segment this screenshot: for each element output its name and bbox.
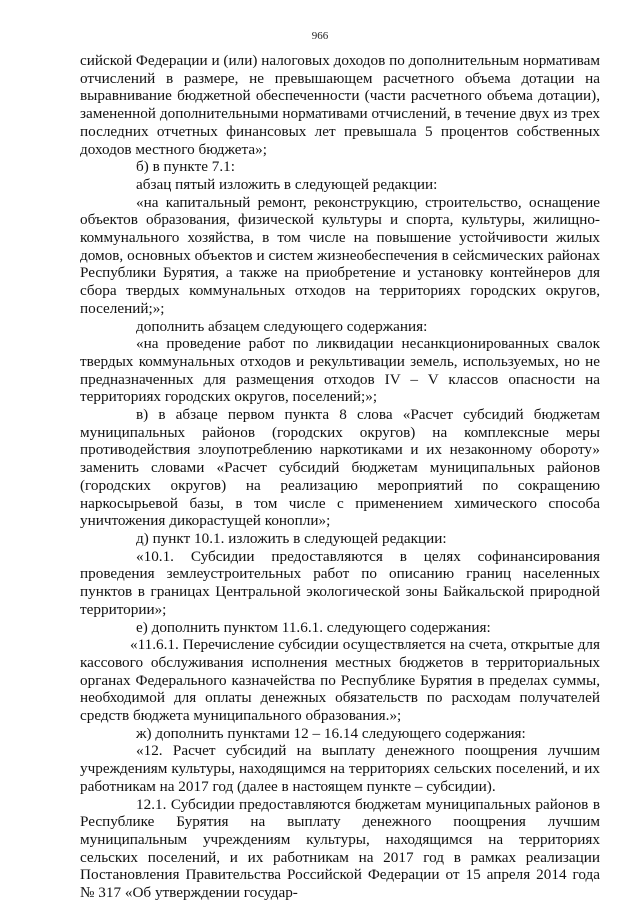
- paragraph: абзац пятый изложить в следующей редакции:: [136, 175, 438, 193]
- paragraph: е) дополнить пунктом 11.6.1. следующего содержания:: [136, 618, 491, 636]
- paragraph: сийской Федерации и (или) налоговых доходов по дополнительным нормативам отчислений в размере, не превышающем расчетного объема дотации на выравнивание бюджетной обеспеченности (части расчетного объема дотации), замененной дополнительными нормативами отчислений, в течение двух из трех последних отчетных финансовых лет превышала 5 процентов собственных доходов местного бюджета»;: [80, 52, 600, 158]
- paragraph: «на капитальный ремонт, реконструкцию, строительство, оснащение объектов образования, физической культуры и спорта, культуры, жилищно-коммунального хозяйства, в том числе на повышение устойчивости жилых домов, основных объектов и систем жизнеобеспечения в сейсмических районах Республики Бурятия, а также на приобретение и установку контейнеров для сбора твердых коммунальных отходов на территориях городских округов, поселений;»;: [80, 193, 600, 317]
- paragraph: дополнить абзацем следующего содержания:: [136, 317, 428, 335]
- body-text: [80, 52, 600, 902]
- paragraph: «11.6.1. Перечисление субсидии осуществляется на счета, открытые для кассового обслуживания исполнения местных бюджетов в территориальных органах Федерального казначейства по Республике Бурятия в пределах суммы, необходимой для оплаты денежных обязательств по расходам получателей средств бюджета муниципального образования.»;: [80, 636, 600, 725]
- paragraph: «10.1. Субсидии предоставляются в целях софинансирования проведения землеустроительных работ по описанию границ населенных пунктов в границах Центральной экологической зоны Байкальской природной территории»;: [80, 547, 600, 618]
- paragraph: «12. Расчет субсидий на выплату денежного поощрения лучшим учреждениям культуры, находящимся на территориях сельских поселений, и их работникам на 2017 год (далее в настоящем пункте – субсидии).: [80, 742, 600, 795]
- paragraph: б) в пункте 7.1:: [136, 158, 235, 176]
- paragraph: в) в абзаце первом пункта 8 слова «Расчет субсидий бюджетам муниципальных районов (городских округов) на комплексные меры противодействия злоупотреблению наркотиками и их незаконному обороту» заменить словами «Расчет субсидий бюджетам муниципальных районов (городских округов) на реализацию мероприятий по сокращению наркосырьевой базы, в том числе с применением химического способа уничтожения дикорастущей конопли»;: [80, 406, 600, 530]
- paragraph: ж) дополнить пунктами 12 – 16.14 следующего содержания:: [136, 724, 526, 742]
- paragraph: д) пункт 10.1. изложить в следующей редакции:: [136, 529, 447, 547]
- paragraph: 12.1. Субсидии предоставляются бюджетам муниципальных районов в Республике Бурятия на выплату денежного поощрения лучшим муниципальным учреждениям культуры, находящимся на территориях сельских поселений, и их работникам на 2017 год в рамках реализации Постановления Правительства Российской Федерации от 15 апреля 2014 года № 317 «Об утверждении государ-: [80, 795, 600, 902]
- paragraph: «на проведение работ по ликвидации несанкционированных свалок твердых коммунальных отходов и рекультивации земель, используемых, но не предназначенных для размещения отходов IV – V классов опасности на территориях городских округов, поселений;»;: [80, 335, 600, 406]
- page-number: 966: [311, 30, 329, 42]
